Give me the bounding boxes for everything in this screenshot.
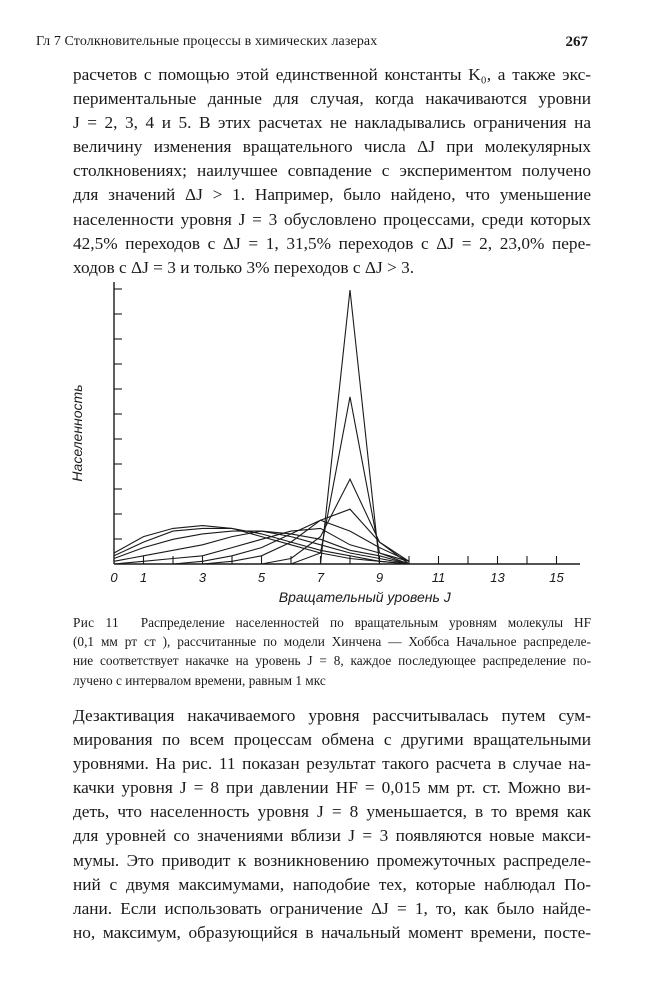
- text-line: периментальные данные для случая, когда накачиваются уровни: [73, 89, 591, 109]
- page-number: 267: [565, 34, 588, 50]
- text-line: но, максимум, образующийся в начальный момент времени, посте-: [73, 922, 591, 942]
- text-line: 42,5% переходов с ΔJ = 1, 31,5% переходов с ΔJ = 2, 23,0% пере-: [73, 233, 591, 253]
- x-axis-label: Вращательный уровень J: [278, 589, 451, 605]
- chapter-title: Гл 7 Столкновительные процессы в химических лазерах: [36, 34, 378, 49]
- chart-axes: [114, 282, 580, 564]
- page-header: [36, 34, 588, 54]
- paragraph-2: [73, 704, 591, 945]
- text-line: для значений ΔJ > 1. Например, было найдено, что уменьшение: [73, 185, 591, 205]
- text-line: ходов с ΔJ = 3 и только 3% переходов с ΔJ > 3.: [73, 257, 415, 277]
- figure-11: [60, 278, 580, 608]
- chart-series: [114, 290, 409, 564]
- text-line: мумы. Это приводит к возникновению промежуточных распределе-: [73, 850, 591, 870]
- series-line-t2: [114, 479, 409, 564]
- text-line: столкновениях; наилучшее совпадение с экспериментом получено: [73, 161, 591, 181]
- caption-line: (0,1 мм рт ст ), рассчитанные по модели Хинчена — Хоббса Начальное распределе-: [73, 634, 591, 650]
- x-tick-label: 9: [375, 570, 384, 585]
- x-tick-label: 1: [139, 570, 148, 585]
- text-line: J = 2, 3, 4 и 5. В этих расчетах не накладывались ограничения на: [73, 113, 591, 133]
- y-axis-label: Населенность: [69, 384, 85, 482]
- text-line: для уровней со значениями вблизи J = 3 появляются новые макси-: [73, 826, 591, 846]
- text-line: ний с двумя максимумами, наподобие тех, которые наблюдал По-: [73, 874, 591, 894]
- text-line: лани. Если использовать ограничение ΔJ = 1, то, как было найде-: [73, 898, 591, 918]
- x-tick-label: 13: [490, 570, 505, 585]
- text-line: расчетов с помощью этой единственной константы K₀, а также экс-: [73, 65, 591, 84]
- population-chart: [60, 278, 580, 608]
- x-tick-label: 5: [257, 570, 266, 585]
- x-tick-label: 11: [431, 570, 446, 585]
- x-tick-label: 0: [110, 570, 118, 585]
- text-line: мирования по всем процессам обмена с другими вращательными: [73, 730, 591, 750]
- caption-line: [73, 613, 591, 632]
- caption-line: ние соответствует накачке на уровень J = 8, каждое последующее распределение по-: [73, 653, 591, 669]
- series-line-t0: [114, 290, 409, 564]
- text-line: уровнями. На рис. 11 показан результат такого расчета в случае на-: [73, 754, 591, 774]
- text-line: деть, что населенность уровня J = 8 уменьшается, в то время как: [73, 802, 591, 822]
- caption-line: лучено с интервалом времени, равным 1 мкс: [73, 672, 326, 688]
- caption-text: Распределение населенностей по вращательным уровням молекулы HF: [140, 615, 591, 630]
- text-line: величину изменения вращательного числа ΔJ при молекулярных: [73, 137, 591, 157]
- x-tick-label: 7: [316, 570, 325, 585]
- text-line: населенности уровня J = 3 обусловлено процессами, среди которых: [73, 209, 591, 229]
- x-tick-label: 15: [549, 570, 564, 585]
- text-line: качки уровня J = 8 при давлении HF = 0,015 мм рт. ст. Можно ви-: [73, 778, 591, 798]
- x-tick-label: 3: [198, 570, 207, 585]
- figure-caption: [73, 613, 591, 690]
- chart-ticks: [110, 556, 580, 585]
- paragraph-1: [73, 63, 591, 280]
- caption-label: Рис 11: [73, 615, 119, 630]
- text-line: Дезактивация накачиваемого уровня рассчитывалась путем сум-: [73, 706, 591, 725]
